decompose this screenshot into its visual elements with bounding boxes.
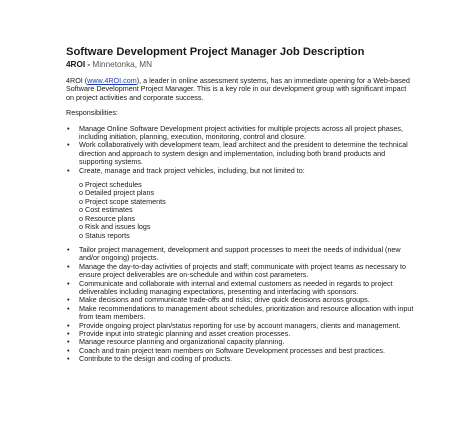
responsibility-item: • Work collaboratively with development team, lead architect and the president to determine the technical direction and approach to system design and implementation, including both brand products and supporting systems.: [66, 141, 414, 166]
company-name: 4ROI -: [66, 60, 91, 69]
project-vehicle-item: o Project schedules: [79, 180, 142, 190]
project-vehicle-item: o Detailed project plans: [79, 188, 155, 198]
intro-paragraph: [66, 77, 414, 102]
project-vehicles-list: [79, 181, 414, 240]
project-vehicle-item: o Cost estimates: [79, 205, 133, 215]
project-vehicle-item: o Risk and issues logs: [79, 222, 151, 232]
responsibilities-list-bottom: [66, 246, 414, 364]
company-location: Minnetonka, MN: [92, 60, 153, 69]
responsibility-item: • Contribute to the design and coding of products.: [66, 355, 414, 363]
intro-body: ), a leader in online assessment systems, has an immediate opening for a Web-based Software Development Project Manager. This is a key role in our development group with significant impact on project activities and corporate success.: [66, 76, 410, 102]
job-description-document: [66, 46, 414, 364]
responsibility-item: • Manage resource planning and organizational capacity planning.: [66, 338, 414, 346]
document-title: Software Development Project Manager Job Description: [66, 46, 365, 58]
responsibility-item: • Create, manage and track project vehicles, including, but not limited to:: [66, 167, 414, 175]
responsibility-item: • Make recommendations to management about schedules, prioritization and resource allocation with input from team members.: [66, 305, 414, 322]
intro-company-prefix: 4ROI (: [66, 76, 88, 85]
company-website-link[interactable]: www.4ROI.com: [87, 76, 137, 85]
responsibility-item: • Tailor project management, development and support processes to meet the needs of individual (new and/or ongoing) projects.: [66, 246, 414, 263]
company-location-line: [66, 60, 414, 70]
project-vehicle-item: o Project scope statements: [79, 196, 166, 206]
responsibility-item: • Provide input into strategic planning and asset creation processes.: [66, 330, 414, 338]
responsibility-item: • Make decisions and communicate trade-offs and risks; drive quick decisions across groups.: [66, 296, 414, 304]
responsibility-item: • Manage Online Software Development project activities for multiple projects across all project phases, including initiation, planning, execution, monitoring, control and closure.: [66, 125, 414, 142]
responsibility-item: • Coach and train project team members on Software Development processes and best practices.: [66, 347, 414, 355]
project-vehicle-item: o Status reports: [79, 230, 130, 240]
project-vehicle-item: o Resource plans: [79, 213, 135, 223]
responsibilities-list-top: [66, 125, 414, 175]
responsibilities-heading: Responsibilities:: [66, 108, 118, 118]
responsibility-item: • Manage the day-to-day activities of projects and staff; communicate with project teams as necessary to ensure project deliverables are on-schedule and within cost parameters.: [66, 263, 414, 280]
responsibility-item: • Communicate and collaborate with internal and external customers as needed in regards to project deliverables including managing expectations, presenting and interfacing with sponsors.: [66, 280, 414, 297]
responsibility-item: • Provide ongoing project plan/status reporting for use by account managers, clients and management.: [66, 322, 414, 330]
